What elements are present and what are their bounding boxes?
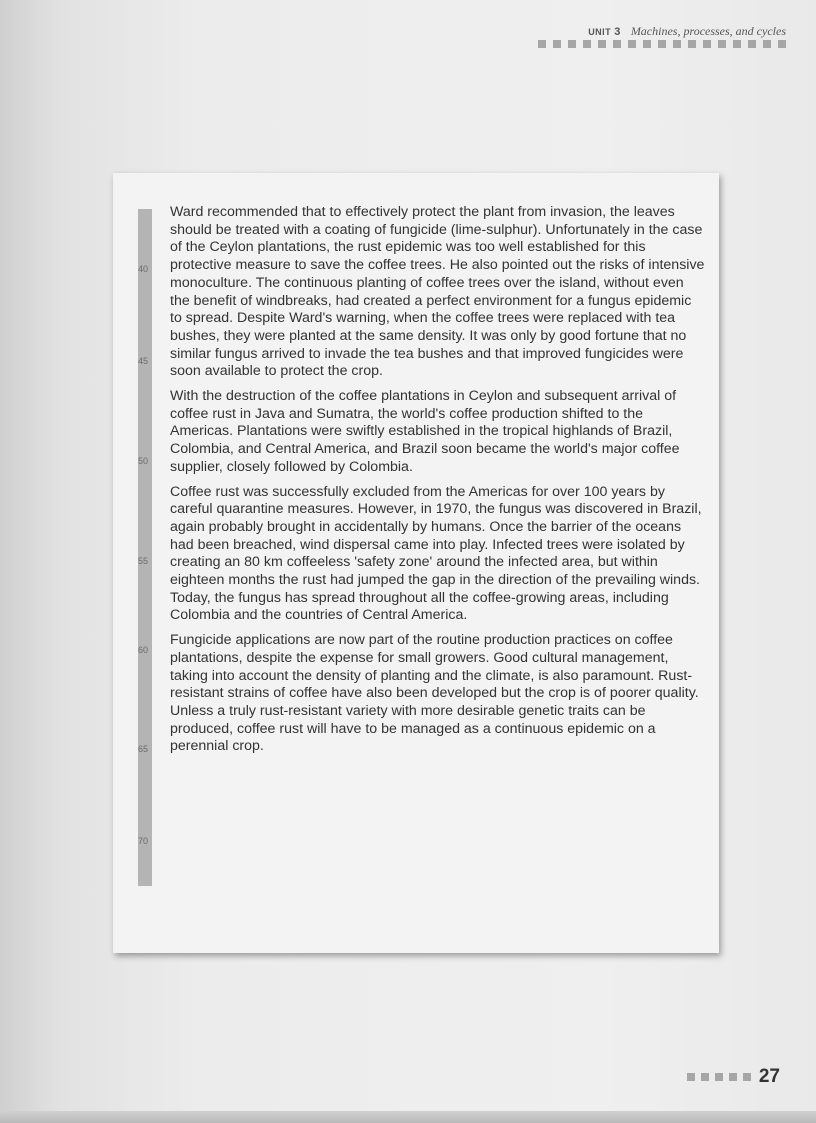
- line-number-40: 40: [138, 264, 149, 274]
- decor-square: [778, 40, 786, 48]
- passage-text: [170, 204, 705, 763]
- paragraph-1: Ward recommended that to effectively protect the plant from invasion, the leaves should be treated with a coating of fungicide (lime-sulphur). Unfortunately in the case of the Ceylon plantations, the rust epidemic was too well established for this protective measure to save the coffee trees. He also pointed out the risks of intensive monoculture. The continuous planting of coffee trees over the island, without even the benefit of windbreaks, had created a perfect environment for a fungus epidemic to spread. Despite Ward's warning, when the coffee trees were replaced with tea bushes, they were planted at the same density. It was only by good fortune that no similar fungus arrived to invade the tea bushes and that improved fungicides were soon available to protect the crop.: [170, 204, 705, 380]
- decor-square: [583, 40, 591, 48]
- decor-square: [718, 40, 726, 48]
- decor-square: [763, 40, 771, 48]
- page-footer: [687, 1066, 780, 1088]
- decor-square: [613, 40, 621, 48]
- paragraph-2: With the destruction of the coffee plantations in Ceylon and subsequent arrival of coffee rust in Java and Sumatra, the world's coffee production shifted to the Americas. Plantations were swiftly established in the tropical highlands of Brazil, Colombia, and Central America, and Brazil soon became the world's major coffee supplier, closely followed by Colombia.: [170, 388, 680, 475]
- decor-square: [673, 40, 681, 48]
- line-number-70: 70: [138, 836, 149, 846]
- reading-passage-panel: [113, 173, 719, 953]
- decor-square: [628, 40, 636, 48]
- unit-number: 3: [614, 26, 621, 38]
- line-number-60: 60: [138, 645, 149, 655]
- unit-label: UNIT: [588, 27, 612, 37]
- header-square-rule: [538, 40, 786, 48]
- decor-square: [643, 40, 651, 48]
- decor-square: [658, 40, 666, 48]
- decor-square: [743, 1073, 751, 1081]
- decor-square: [538, 40, 546, 48]
- decor-square: [733, 40, 741, 48]
- paragraph-3: Coffee rust was successfully excluded from the Americas for over 100 years by careful quarantine measures. However, in 1970, the fungus was discovered in Brazil, again probably brought in accidentally by humans. Once the barrier of the oceans had been breached, wind dispersal came into play. Infected trees were isolated by creating an 80 km coffeeless 'safety zone' around the infected area, but within eighteen months the rust had jumped the gap in the direction of the prevailing winds. Today, the fungus has spread throughout all the coffee-growing areas, including Colombia and the countries of Central America.: [170, 483, 702, 624]
- decor-square: [729, 1073, 737, 1081]
- line-number-65: 65: [138, 744, 149, 754]
- line-number-45: 45: [138, 356, 149, 366]
- decor-square: [688, 40, 696, 48]
- paragraph-4: Fungicide applications are now part of the routine production practices on coffee plantations, despite the expense for small growers. Good cultural management, taking into account the density of planting and the climate, is also paramount. Rust-resistant strains of coffee have also been developed but the crop is of poorer quality. Unless a truly rust-resistant variety with more desirable genetic traits can be produced, coffee rust will have to be managed as a continuous epidemic on a perennial crop.: [170, 632, 699, 755]
- decor-square: [553, 40, 561, 48]
- unit-title: Machines, processes, and cycles: [630, 24, 786, 38]
- decor-square: [703, 40, 711, 48]
- page-number: 27: [758, 1066, 780, 1087]
- page-bottom-edge: [0, 1111, 816, 1123]
- running-header: [588, 24, 786, 39]
- line-number-margin-bar: [138, 209, 152, 886]
- line-number-55: 55: [138, 556, 149, 566]
- decor-square: [748, 40, 756, 48]
- decor-square: [701, 1073, 709, 1081]
- decor-square: [687, 1073, 695, 1081]
- decor-square: [715, 1073, 723, 1081]
- footer-square-rule: [687, 1073, 751, 1081]
- line-number-50: 50: [138, 456, 149, 466]
- decor-square: [598, 40, 606, 48]
- decor-square: [568, 40, 576, 48]
